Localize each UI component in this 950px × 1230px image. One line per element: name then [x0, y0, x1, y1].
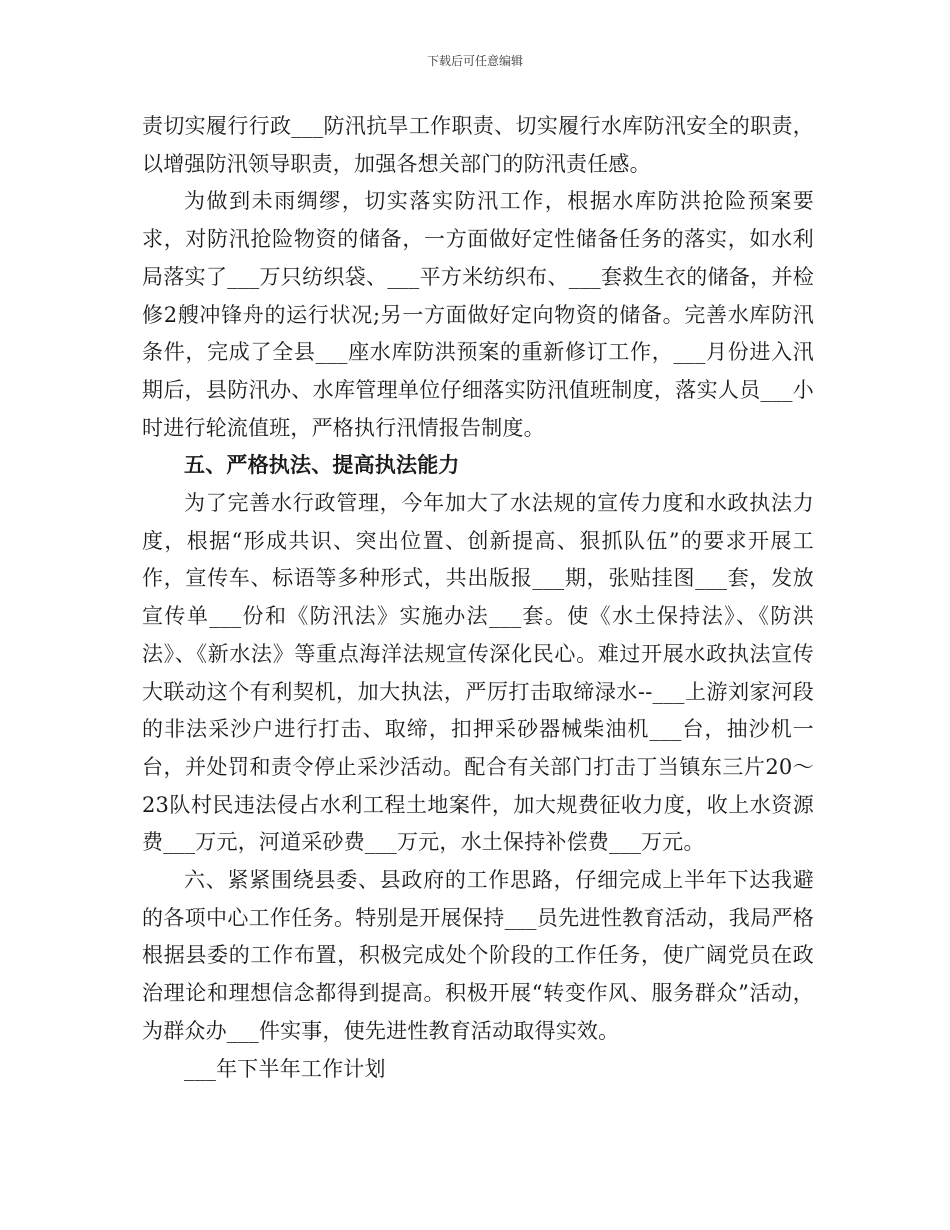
document-body [142, 108, 814, 1088]
paragraph-section-six: 六、紧紧围绕县委、县政府的工作思路，仔细完成上半年下达我避的各项中心工作任务。特别是开展保持___员先进性教育活动，我局严格根据县委的工作布置，积极完成处个阶段的工作任务，使广阔党员在政治理论和理想信念都得到提高。积极开展“转变作风、服务群众”活动，为群众办___件实事，使先进性教育活动取得实效。 [142, 868, 814, 1043]
page-header-note: 下载后可任意编辑 [426, 54, 523, 68]
section-heading-law-enforcement: 五、严格执法、提高执法能力 [184, 453, 460, 478]
paragraph-continuation: 责切实履行行政___防汛抗旱工作职责、切实履行水库防汛安全的职责，以增强防汛领导职责，加强各想关部门的防汛责任感。 [142, 114, 814, 176]
paragraph-law-enforcement: 为了完善水行政管理，今年加大了水法规的宣传力度和水政执法力度，根据“形成共识、突出位置、创新提高、狠抓队伍”的要求开展工作，宣传车、标语等多种形式，共出版报___期，张贴挂图___套，发放宣传单___份和《防汛法》实施办法___套。使《水土保持法》、《防洪法》、《新水法》等重点海洋法规宣传深化民心。难过开展水政执法宣传大联动这个有利契机，加大执法，严厉打击取缔渌水--___上游刘家河段的非法采沙户进行打击、取缔，扣押采砂器械柴油机___台，抽沙机一台，并处罚和责令停止采沙活动。配合有关部门打击丁当镇东三片20～23队村民违法侵占水利工程土地案件，加大规费征收力度，收上水资源费___万元，河道采砂费___万元，水土保持补偿费___万元。 [142, 491, 814, 855]
paragraph-flood-preparation: 为做到未雨绸缪，切实落实防汛工作，根据水库防洪抢险预案要求，对防汛抢险物资的储备，一方面做好定性储备任务的落实，如水利局落实了___万只纺织袋、___平方米纺织布、___套救生衣的储备，并检修2艘冲锋舟的运行状况;另一方面做好定向物资的储备。完善水库防汛条件，完成了全县___座水库防洪预案的重新修订工作，___月份进入汛期后，县防汛办、水库管理单位仔细落实防汛值班制度，落实人员___小时进行轮流值班，严格执行汛情报告制度。 [142, 189, 814, 440]
paragraph-plan-title: ___年下半年工作计划 [184, 1056, 386, 1081]
